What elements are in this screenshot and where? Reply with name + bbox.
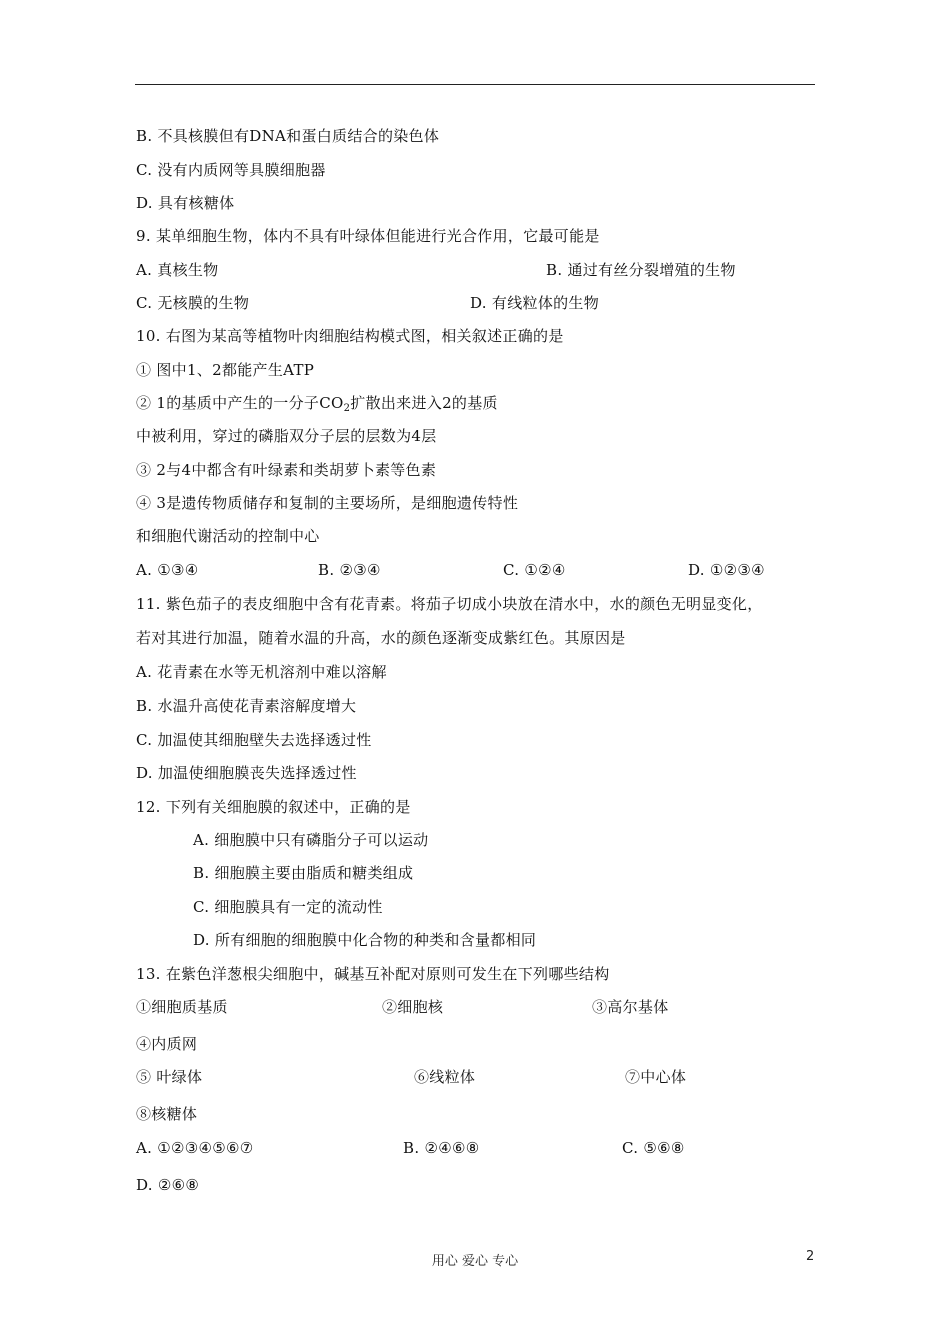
q10-subscript: 2 <box>343 403 351 414</box>
q13-stem: 13. 在紫色洋葱根尖细胞中，碱基互补配对原则可发生在下列哪些结构 <box>136 965 610 983</box>
q11-option-c: C. 加温使其细胞壁失去选择透过性 <box>136 731 372 749</box>
q13-item-4: ④内质网 <box>136 1035 198 1053</box>
q13-item-6: ⑥线粒体 <box>414 1068 476 1086</box>
q10-statement-2 <box>136 393 498 419</box>
q9-option-b: B. 通过有丝分裂增殖的生物 <box>546 261 736 279</box>
page-number: 2 <box>806 1249 815 1264</box>
q12-option-a: A. 细胞膜中只有磷脂分子可以运动 <box>193 831 429 849</box>
q12-stem: 12. 下列有关细胞膜的叙述中，正确的是 <box>136 798 411 816</box>
q10-option-c: C. ①②④ <box>503 561 566 579</box>
q10-statement-1: ① 图中1、2都能产生ATP <box>136 361 315 379</box>
q13-option-a: A. ①②③④⑤⑥⑦ <box>136 1139 254 1157</box>
q13-item-3: ③高尔基体 <box>592 998 669 1016</box>
q10-option-a: A. ①③④ <box>136 561 199 579</box>
q12-option-d: D. 所有细胞的细胞膜中化合物的种类和含量都相同 <box>193 931 537 949</box>
footer-text: 用心 爱心 专心 <box>431 1254 519 1269</box>
q9-option-a: A. 真核生物 <box>136 261 219 279</box>
q12-option-c: C. 细胞膜具有一定的流动性 <box>193 898 383 916</box>
q13-item-1: ①细胞质基质 <box>136 998 228 1016</box>
q9-option-d: D. 有线粒体的生物 <box>470 294 600 312</box>
q13-option-b: B. ②④⑥⑧ <box>403 1139 480 1157</box>
q10-statement-2-cont: 中被利用，穿过的磷脂双分子层的层数为4层 <box>136 427 437 445</box>
q13-option-d: D. ②⑥⑧ <box>136 1176 200 1194</box>
q10-statement-4: ④ 3是遗传物质储存和复制的主要场所，是细胞遗传特性 <box>136 494 519 512</box>
q11-stem: 11. 紫色茄子的表皮细胞中含有花青素。将茄子切成小块放在清水中，水的颜色无明显变化， <box>136 595 763 613</box>
q11-stem-cont: 若对其进行加温，随着水温的升高，水的颜色逐渐变成紫红色。其原因是 <box>136 629 626 647</box>
q12-option-b: B. 细胞膜主要由脂质和糖类组成 <box>193 864 414 882</box>
q10-statement-4-cont: 和细胞代谢活动的控制中心 <box>136 527 320 545</box>
q11-option-b: B. 水温升高使花青素溶解度增大 <box>136 697 357 715</box>
q10-statement-2-post: 扩散出来进入2的基质 <box>350 394 498 412</box>
q8-option-b: B. 不具核膜但有DNA和蛋白质结合的染色体 <box>136 127 440 145</box>
q9-option-c: C. 无核膜的生物 <box>136 294 250 312</box>
q13-option-c: C. ⑤⑥⑧ <box>622 1139 685 1157</box>
q13-item-8: ⑧核糖体 <box>136 1105 198 1123</box>
q8-option-c: C. 没有内质网等具膜细胞器 <box>136 161 326 179</box>
header-rule <box>135 84 815 85</box>
q8-option-d: D. 具有核糖体 <box>136 194 235 212</box>
q11-option-a: A. 花青素在水等无机溶剂中难以溶解 <box>136 663 387 681</box>
q13-item-5: ⑤ 叶绿体 <box>136 1068 203 1086</box>
q10-statement-3: ③ 2与4中都含有叶绿素和类胡萝卜素等色素 <box>136 461 437 479</box>
q9-stem: 9. 某单细胞生物，体内不具有叶绿体但能进行光合作用，它最可能是 <box>136 227 600 245</box>
q10-stem: 10. 右图为某高等植物叶肉细胞结构模式图，相关叙述正确的是 <box>136 327 564 345</box>
q13-item-2: ②细胞核 <box>382 998 444 1016</box>
q10-option-d: D. ①②③④ <box>688 561 765 579</box>
q10-statement-2-pre: ② 1的基质中产生的一分子CO <box>136 394 344 412</box>
q10-option-b: B. ②③④ <box>318 561 381 579</box>
q13-item-7: ⑦中心体 <box>625 1068 687 1086</box>
q11-option-d: D. 加温使细胞膜丧失选择透过性 <box>136 764 357 782</box>
